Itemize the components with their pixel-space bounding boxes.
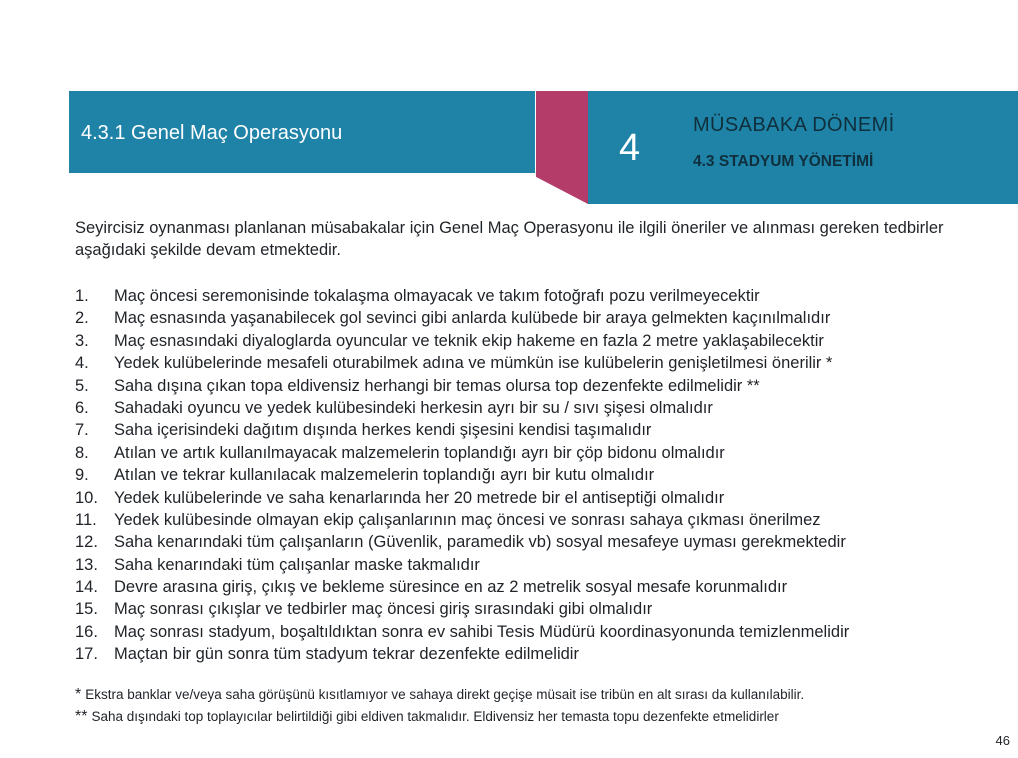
list-item-text: Yedek kulübelerinde mesafeli oturabilmek adına ve mümkün ise kulübelerin genişletilmesi önerilir * [114,354,833,373]
rules-list [75,285,995,666]
list-item-text: Maç sonrası çıkışlar ve tedbirler maç öncesi giriş sırasındaki gibi olmalıdır [114,600,653,619]
list-item-number: 15. [75,600,98,619]
list-item-number: 16. [75,622,98,641]
list-item-text: Sahadaki oyuncu ve yedek kulübesindeki herkesin ayrı bir su / sıvı şişesi olmalıdır [114,398,713,417]
list-item-number: 10. [75,488,98,507]
list-item [75,487,995,509]
list-item [75,598,995,620]
list-item [75,307,995,329]
list-item [75,285,995,307]
list-item-text: Yedek kulübelerinde ve saha kenarlarında her 20 metrede bir el antiseptiği olmalıdır [114,488,725,507]
list-item-text: Saha içerisindeki dağıtım dışında herkes kendi şişesini kendisi taşımalıdır [114,421,652,440]
section-title: 4.3.1 Genel Maç Operasyonu [81,122,343,144]
page-number: 46 [995,733,1010,748]
list-item [75,554,995,576]
list-item [75,464,995,486]
list-item-number: 17. [75,645,98,664]
list-item-number: 11. [75,510,97,529]
list-item [75,509,995,531]
list-item-number: 1. [75,287,89,305]
list-item-text: Maçtan bir gün sonra tüm stadyum tekrar dezenfekte edilmelidir [114,645,579,664]
list-item [75,375,995,397]
chapter-header-box [588,91,1018,204]
list-item-number: 6. [75,398,89,417]
list-item-text: Maç esnasında yaşanabilecek gol sevinci gibi anlarda kulübede bir araya gelmekten kaçınılmalıdır [114,309,831,328]
footnotes [75,684,804,728]
chapter-ribbon [536,91,588,204]
list-item-text: Atılan ve artık kullanılmayacak malzemelerin toplandığı ayrı bir çöp bidonu olmalıdır [114,443,725,462]
list-item-text: Saha kenarındaki tüm çalışanların (Güvenlik, paramedik vb) sosyal mesafeye uyması gerekmektedir [114,533,846,552]
list-item-text: Yedek kulübesinde olmayan ekip çalışanlarının maç öncesi ve sonrası sahaya çıkması önerilmez [114,510,821,529]
list-item-text: Maç sonrası stadyum, boşaltıldıktan sonra ev sahibi Tesis Müdürü koordinasyonunda temizlenmelidir [114,622,850,641]
footnote [75,706,804,728]
list-item-number: 13. [75,555,98,574]
chapter-subtitle: 4.3 STADYUM YÖNETİMİ [693,153,874,170]
footnote-text: Ekstra banklar ve/veya saha görüşünü kısıtlamıyor ve sahaya direkt geçişe müsait ise tribün en alt sırası da kullanılabilir. [85,687,805,702]
section-header-band [69,91,535,173]
list-item-text: Atılan ve tekrar kullanılacak malzemelerin toplandığı ayrı bir kutu olmalıdır [114,466,655,485]
list-item-text: Maç esnasındaki diyaloglarda oyuncular ve teknik ekip hakeme en fazla 2 metre yaklaşabilecektir [114,331,824,350]
list-item-number: 12. [75,533,98,552]
footnote-mark: ** [75,708,88,725]
list-item [75,419,995,441]
chapter-name: MÜSABAKA DÖNEMİ [693,114,895,136]
list-item [75,442,995,464]
list-item-number: 3. [75,331,89,350]
list-item [75,397,995,419]
list-item-number: 7. [75,421,89,440]
list-item [75,621,995,643]
list-item-number: 2. [75,309,89,328]
list-item [75,330,995,352]
list-item-number: 9. [75,466,89,485]
footnote-mark: * [75,686,82,703]
list-item [75,643,995,665]
list-item [75,352,995,374]
list-item-text: Saha kenarındaki tüm çalışanlar maske takmalıdır [114,555,480,574]
list-item-text: Devre arasına giriş, çıkış ve bekleme süresince en az 2 metrelik sosyal mesafe korunmalıdır [114,578,788,597]
footnote-text: Saha dışındaki top toplayıcılar belirtildiği gibi eldiven takmalıdır. Eldivensiz her temasta topu dezenfekte etmelidirler [91,709,779,724]
list-item [75,576,995,598]
footnote [75,684,804,706]
list-item-text: Saha dışına çıkan topa eldivensiz herhangi bir temas olursa top dezenfekte edilmelidir ** [114,376,760,395]
list-item-text: Maç öncesi seremonisinde tokalaşma olmayacak ve takım fotoğrafı pozu verilmeyecektir [114,287,760,305]
chapter-number: 4 [619,127,641,169]
list-item-number: 5. [75,376,89,395]
list-item-number: 8. [75,443,89,462]
list-item-number: 14. [75,578,98,597]
list-item-number: 4. [75,354,89,373]
list-item [75,531,995,553]
intro-paragraph: Seyircisiz oynanması planlanan müsabakalar için Genel Maç Operasyonu ile ilgili öneriler ve alınması gereken tedbirler aşağıdaki şekilde devam etmektedir. [75,219,944,259]
